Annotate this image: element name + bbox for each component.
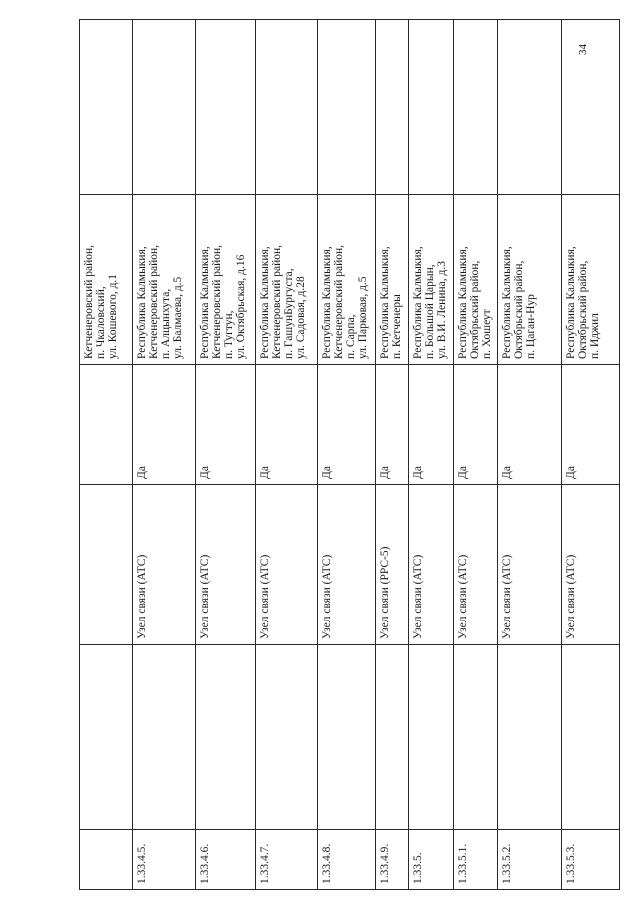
flag-cell: Да xyxy=(196,365,256,485)
address-line: ул. Садовая, д.28 xyxy=(295,276,307,359)
object-type-cell: Узел связи (РРС-5) xyxy=(376,485,409,645)
blank-cell xyxy=(562,20,620,195)
flag-cell: Да xyxy=(409,365,454,485)
address-line: ул. Октябрьская, д.16 xyxy=(235,254,247,359)
address-cell xyxy=(80,195,133,365)
flag-cell: Да xyxy=(562,365,620,485)
blank-cell xyxy=(454,20,498,195)
address-line: ул. В.И. Ленина, д.3 xyxy=(436,261,448,359)
address-line: Республика Калмыкия, xyxy=(457,246,469,359)
register-table xyxy=(79,19,620,890)
blank-cell xyxy=(256,20,318,195)
item-number-cell: 1.33.5. xyxy=(409,830,454,890)
address-cell xyxy=(498,195,562,365)
item-number-cell: 1.33.4.7. xyxy=(256,830,318,890)
flag-cell: Да xyxy=(256,365,318,485)
object-type-cell: Узел связи (АТС) xyxy=(454,485,498,645)
address-line: Республика Калмыкия, xyxy=(565,246,577,359)
table-row xyxy=(318,20,376,890)
address-line: Октябрьский район, xyxy=(577,260,589,359)
flag-cell: Да xyxy=(133,365,196,485)
address-cell xyxy=(376,195,409,365)
flag-cell: Да xyxy=(454,365,498,485)
address-line: Республика Калмыкия, xyxy=(259,246,271,359)
address-line: п. Цаган-Нур xyxy=(525,294,537,359)
blank-cell xyxy=(318,645,376,830)
item-number-cell: 1.33.5.1. xyxy=(454,830,498,890)
address-line: Кетченеровский район, xyxy=(148,244,160,359)
blank-cell xyxy=(498,645,562,830)
address-line: п. Алцынхута, xyxy=(160,288,172,359)
blank-cell xyxy=(454,645,498,830)
object-type-cell: Узел связи (АТС) xyxy=(318,485,376,645)
blank-cell xyxy=(80,20,133,195)
blank-cell xyxy=(562,645,620,830)
item-number-cell: 1.33.4.6. xyxy=(196,830,256,890)
flag-cell: Да xyxy=(376,365,409,485)
table-row xyxy=(196,20,256,890)
table-row xyxy=(80,20,133,890)
address-line: п. Иджил xyxy=(589,313,601,359)
address-line: Октябрьский район, xyxy=(513,260,525,359)
address-line: Республика Калмыкия, xyxy=(412,246,424,359)
address-cell xyxy=(409,195,454,365)
item-number-cell xyxy=(80,830,133,890)
address-cell xyxy=(454,195,498,365)
table-row xyxy=(454,20,498,890)
table-row xyxy=(256,20,318,890)
item-number-cell: 1.33.5.3. xyxy=(562,830,620,890)
address-line: Кетченеровский район, xyxy=(83,244,95,359)
rotated-sheet xyxy=(79,20,601,890)
register-body xyxy=(80,20,620,890)
address-line: п. Сарпа, xyxy=(345,314,357,359)
address-line: Республика Калмыкия, xyxy=(136,246,148,359)
blank-cell xyxy=(196,20,256,195)
item-number-cell: 1.33.4.5. xyxy=(133,830,196,890)
blank-cell xyxy=(256,645,318,830)
blank-cell xyxy=(376,645,409,830)
table-row xyxy=(409,20,454,890)
address-cell xyxy=(562,195,620,365)
object-type-cell: Узел связи (АТС) xyxy=(133,485,196,645)
object-type-cell: Узел связи (АТС) xyxy=(562,485,620,645)
page-number: 34 xyxy=(577,44,589,55)
address-line: ул. Кошевого, д.1 xyxy=(107,273,119,359)
address-line: п. Тугтун, xyxy=(223,310,235,359)
address-line: п. Кетченеры xyxy=(391,294,403,359)
flag-cell: Да xyxy=(498,365,562,485)
item-number-cell: 1.33.5.2. xyxy=(498,830,562,890)
address-line: Октябрьский район, xyxy=(469,260,481,359)
address-cell xyxy=(133,195,196,365)
address-cell xyxy=(318,195,376,365)
address-line: Республика Калмыкия, xyxy=(321,246,333,359)
address-cell xyxy=(196,195,256,365)
blank-cell xyxy=(80,645,133,830)
table-row xyxy=(376,20,409,890)
blank-cell xyxy=(133,20,196,195)
address-line: Кетченеровский район, xyxy=(271,244,283,359)
address-line: Кетченеровский район, xyxy=(211,244,223,359)
object-type-cell: Узел связи (АТС) xyxy=(498,485,562,645)
address-line: ул. Балмаева, д.5 xyxy=(172,276,184,359)
blank-cell xyxy=(376,20,409,195)
blank-cell xyxy=(196,645,256,830)
item-number-cell: 1.33.4.8. xyxy=(318,830,376,890)
table-row xyxy=(562,20,620,890)
blank-cell xyxy=(409,20,454,195)
object-type-cell xyxy=(80,485,133,645)
address-line: п. Большой Царын, xyxy=(424,264,436,359)
address-line: Кетченеровский район, xyxy=(333,244,345,359)
address-line: Республика Калмыкия, xyxy=(199,246,211,359)
blank-cell xyxy=(133,645,196,830)
blank-cell xyxy=(498,20,562,195)
table-row xyxy=(133,20,196,890)
blank-cell xyxy=(318,20,376,195)
address-line: п. Чкаловский, xyxy=(95,286,107,359)
blank-cell xyxy=(409,645,454,830)
item-number-cell: 1.33.4.9. xyxy=(376,830,409,890)
address-line: п. Хошеут xyxy=(481,309,493,359)
address-line: Республика Калмыкия, xyxy=(501,246,513,359)
flag-cell: Да xyxy=(318,365,376,485)
address-line: ул. Парковая, д.5 xyxy=(357,276,369,359)
address-line: Республика Калмыкия, xyxy=(379,246,391,359)
object-type-cell: Узел связи (АТС) xyxy=(409,485,454,645)
table-row xyxy=(498,20,562,890)
address-cell xyxy=(256,195,318,365)
object-type-cell: Узел связи (АТС) xyxy=(196,485,256,645)
flag-cell xyxy=(80,365,133,485)
object-type-cell: Узел связи (АТС) xyxy=(256,485,318,645)
address-line: п. ГашунБургуста, xyxy=(283,268,295,359)
